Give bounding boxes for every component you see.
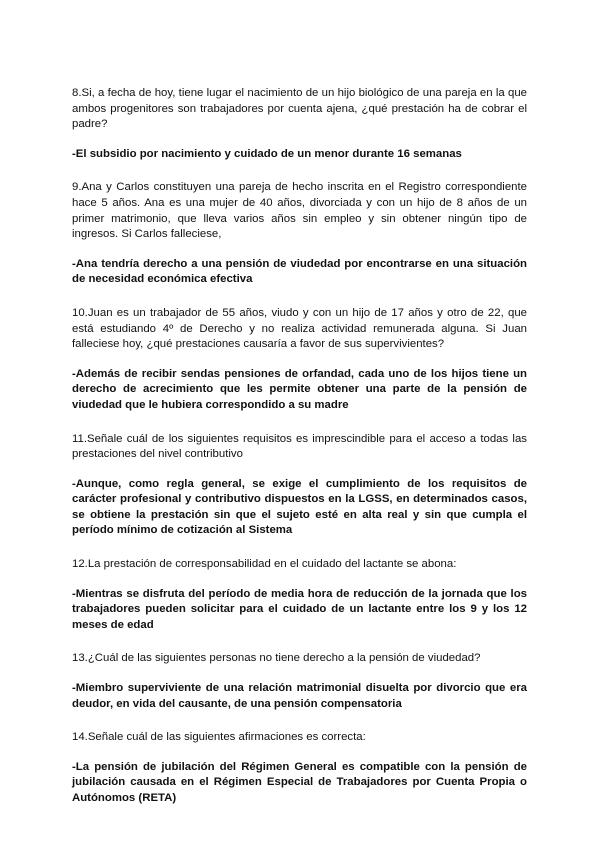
answer-9: -Ana tendría derecho a una pensión de viudedad por encontrarse en una situación de necesidad económica efectiva [72,257,527,286]
question-9: 9.Ana y Carlos constituyen una pareja de hecho inscrita en el Registro correspondiente hace 5 años. Ana es una mujer de 40 años, divorciada y con un hijo de 8 años de un primer matrimonio, que lleva varios años sin empleo y sin obtener ningún tipo de ingresos. Si Carlos falleciese, [72,181,527,241]
answer-14: -La pensión de jubilación del Régimen General es compatible con la pensión de jubilación causada en el Régimen Especial de Trabajadores por Cuenta Propia o Autónomos (RETA) [72,760,527,804]
question-11: 11.Señale cuál de los siguientes requisitos es imprescindible para el acceso a todas las prestaciones del nivel contributivo [72,432,527,461]
answer-10: -Además de recibir sendas pensiones de orfandad, cada uno de los hijos tiene un derecho de acrecimiento que les permite obtener una parte de la pensión de viudedad que le hubiera correspondido a su madre [72,367,527,411]
answer-13: -Miembro superviviente de una relación matrimonial disuelta por divorcio que era deudor, en vida del causante, de una pensión compensatoria [72,682,527,710]
question-8: 8.Si, a fecha de hoy, tiene lugar el nacimiento de un hijo biológico de una pareja en la que ambos progenitores son trabajadores por cuenta ajena, ¿qué prestación ha de cobrar el padre? [72,87,527,131]
answer-8: -El subsidio por nacimiento y cuidado de un menor durante 16 semanas [72,147,462,160]
question-12: 12.La prestación de corresponsabilidad en el cuidado del lactante se abona: [72,558,457,571]
question-13: 13.¿Cuál de las siguientes personas no tiene derecho a la pensión de viudedad? [72,652,481,665]
document-page [72,86,527,807]
answer-12: -Mientras se disfruta del período de media hora de reducción de la jornada que los trabajadores pueden solicitar para el cuidado de un lactante entre los 9 y los 12 meses de edad [72,587,527,631]
question-14: 14.Señale cuál de las siguientes afirmaciones es correcta: [72,731,366,744]
answer-11: -Aunque, como regla general, se exige el cumplimiento de los requisitos de carácter profesional y contributivo dispuestos en la LGSS, en determinados casos, se obtiene la prestación sin que el sujeto esté en alta real y sin que cumpla el período mínimo de cotización al Sistema [72,477,527,537]
question-10: 10.Juan es un trabajador de 55 años, viudo y con un hijo de 17 años y otro de 22, que está estudiando 4º de Derecho y no realiza actividad remunerada alguna. Si Juan falleciese hoy, ¿qué prestaciones causaría a favor de sus supervivientes? [72,306,527,351]
